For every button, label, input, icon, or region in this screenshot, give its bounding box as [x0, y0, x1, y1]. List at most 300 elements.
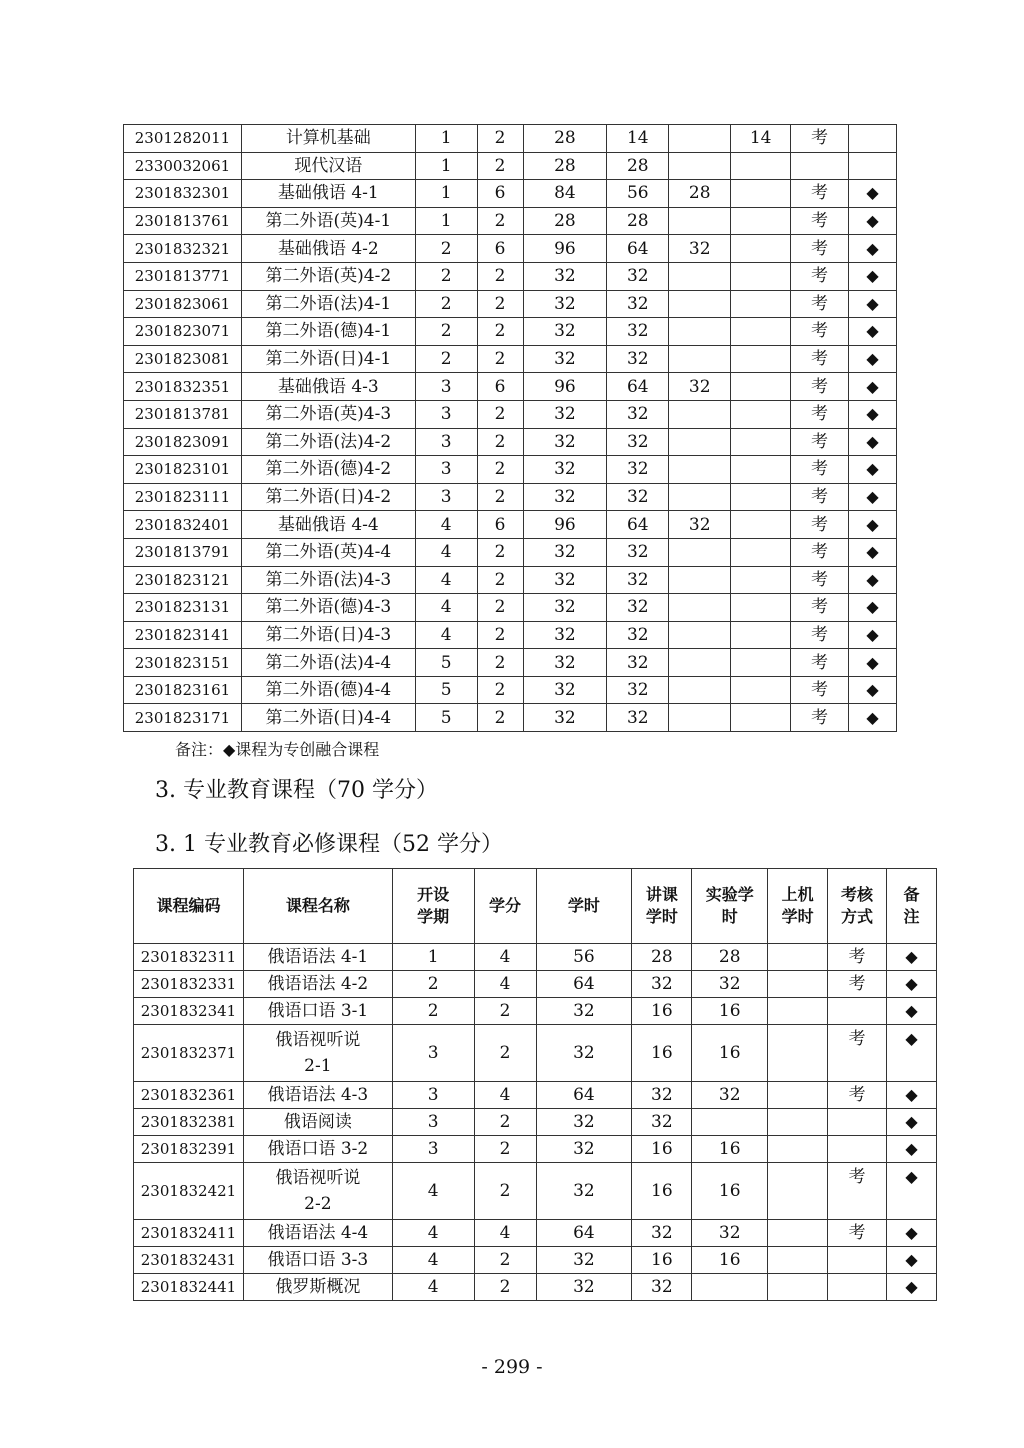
cell-lab-hours: 16 [692, 1025, 768, 1082]
cell-course-code: 2301832391 [134, 1136, 244, 1163]
cell-course-name: 第二外语(法)4-3 [241, 566, 415, 594]
cell-lecture-hours: 32 [607, 483, 669, 511]
cell-credits: 2 [477, 318, 523, 346]
header-computer-hours: 上机 学时 [768, 869, 828, 944]
cell-lab-hours: 32 [692, 1220, 768, 1247]
cell-assessment: 考 [828, 971, 887, 998]
cell-hours: 32 [536, 998, 632, 1025]
cell-semester: 5 [415, 676, 477, 704]
cell-semester: 3 [415, 400, 477, 428]
cell-hours: 32 [523, 318, 607, 346]
cell-hours: 32 [523, 566, 607, 594]
cell-lab-hours [669, 483, 731, 511]
table-row [124, 538, 897, 566]
cell-remark: ◆ [887, 944, 937, 971]
cell-semester: 2 [415, 290, 477, 318]
cell-remark [849, 125, 897, 153]
cell-course-name: 第二外语(法)4-2 [241, 428, 415, 456]
cell-assessment: 考 [791, 180, 849, 208]
cell-lab-hours [669, 594, 731, 622]
cell-remark: ◆ [849, 621, 897, 649]
table-row [124, 456, 897, 484]
cell-lab-hours [692, 1274, 768, 1301]
cell-computer-hours [731, 621, 791, 649]
cell-credits: 2 [474, 1136, 536, 1163]
header-lecture-hours: 讲课 学时 [632, 869, 692, 944]
cell-lab-hours: 28 [692, 944, 768, 971]
cell-assessment: 考 [791, 483, 849, 511]
cell-remark: ◆ [887, 998, 937, 1025]
cell-lab-hours [669, 566, 731, 594]
cell-computer-hours [768, 998, 828, 1025]
header-credits: 学分 [474, 869, 536, 944]
cell-course-code: 2330032061 [124, 152, 242, 180]
cell-lab-hours [669, 428, 731, 456]
cell-computer-hours [731, 345, 791, 373]
cell-remark: ◆ [849, 207, 897, 235]
cell-computer-hours [731, 318, 791, 346]
cell-assessment: 考 [828, 1163, 887, 1220]
required-course-table-body [134, 944, 937, 1301]
cell-lab-hours [669, 318, 731, 346]
cell-hours: 32 [536, 1025, 632, 1082]
cell-semester: 2 [392, 971, 474, 998]
cell-assessment: 考 [791, 704, 849, 732]
cell-course-code: 2301823121 [124, 566, 242, 594]
cell-semester: 4 [392, 1163, 474, 1220]
cell-computer-hours [731, 704, 791, 732]
cell-hours: 32 [523, 594, 607, 622]
cell-course-name: 第二外语(法)4-1 [241, 290, 415, 318]
cell-lecture-hours: 28 [607, 152, 669, 180]
cell-hours: 28 [523, 152, 607, 180]
cell-lecture-hours: 32 [607, 290, 669, 318]
cell-credits: 2 [477, 594, 523, 622]
cell-remark [849, 152, 897, 180]
cell-remark: ◆ [849, 262, 897, 290]
cell-remark: ◆ [887, 1082, 937, 1109]
cell-assessment [828, 1109, 887, 1136]
cell-semester: 4 [392, 1220, 474, 1247]
cell-assessment: 考 [828, 1025, 887, 1082]
cell-course-code: 2301832421 [134, 1163, 244, 1220]
table-row [134, 1136, 937, 1163]
cell-lab-hours: 32 [669, 373, 731, 401]
cell-lab-hours [669, 207, 731, 235]
cell-course-code: 2301823171 [124, 704, 242, 732]
cell-remark: ◆ [887, 1109, 937, 1136]
cell-course-name: 俄语口语 3-3 [243, 1247, 392, 1274]
cell-remark: ◆ [849, 704, 897, 732]
header-lab-hours: 实验学 时 [692, 869, 768, 944]
cell-assessment: 考 [791, 566, 849, 594]
cell-course-code: 2301832311 [134, 944, 244, 971]
table-row [124, 676, 897, 704]
cell-assessment: 考 [791, 235, 849, 263]
cell-assessment: 考 [828, 1220, 887, 1247]
cell-course-name: 俄语语法 4-2 [243, 971, 392, 998]
cell-hours: 32 [523, 345, 607, 373]
cell-semester: 3 [392, 1109, 474, 1136]
cell-computer-hours [731, 262, 791, 290]
cell-course-name: 第二外语(德)4-4 [241, 676, 415, 704]
cell-course-code: 2301823071 [124, 318, 242, 346]
cell-computer-hours: 14 [731, 125, 791, 153]
cell-computer-hours [768, 1136, 828, 1163]
table-row [124, 400, 897, 428]
cell-lecture-hours: 32 [632, 971, 692, 998]
cell-assessment: 考 [791, 125, 849, 153]
cell-course-name: 第二外语(德)4-2 [241, 456, 415, 484]
cell-hours: 96 [523, 511, 607, 539]
cell-hours: 32 [523, 483, 607, 511]
cell-lecture-hours: 16 [632, 1025, 692, 1082]
table-row [124, 511, 897, 539]
cell-lab-hours [669, 125, 731, 153]
cell-remark: ◆ [849, 511, 897, 539]
cell-assessment: 考 [791, 456, 849, 484]
cell-hours: 32 [536, 1109, 632, 1136]
table-row [124, 235, 897, 263]
cell-lecture-hours: 32 [607, 676, 669, 704]
cell-hours: 96 [523, 235, 607, 263]
cell-credits: 2 [477, 400, 523, 428]
cell-semester: 2 [415, 262, 477, 290]
cell-semester: 5 [415, 704, 477, 732]
cell-semester: 2 [415, 318, 477, 346]
cell-hours: 64 [536, 1220, 632, 1247]
table-row [124, 207, 897, 235]
header-hours: 学时 [536, 869, 632, 944]
table-row [134, 1274, 937, 1301]
cell-credits: 4 [474, 944, 536, 971]
cell-assessment [828, 1247, 887, 1274]
table-row [134, 1082, 937, 1109]
cell-lecture-hours: 64 [607, 511, 669, 539]
cell-remark: ◆ [887, 1274, 937, 1301]
cell-remark: ◆ [849, 566, 897, 594]
cell-course-name: 俄语口语 3-2 [243, 1136, 392, 1163]
cell-hours: 32 [523, 290, 607, 318]
cell-remark: ◆ [887, 1220, 937, 1247]
cell-hours: 32 [536, 1247, 632, 1274]
cell-computer-hours [731, 207, 791, 235]
cell-lab-hours [669, 538, 731, 566]
cell-course-name: 第二外语(德)4-1 [241, 318, 415, 346]
cell-course-code: 2301823091 [124, 428, 242, 456]
cell-lecture-hours: 64 [607, 373, 669, 401]
cell-assessment: 考 [791, 621, 849, 649]
cell-remark: ◆ [849, 456, 897, 484]
cell-hours: 32 [523, 649, 607, 677]
cell-computer-hours [731, 456, 791, 484]
table-row [134, 971, 937, 998]
cell-credits: 2 [477, 152, 523, 180]
cell-computer-hours [731, 676, 791, 704]
cell-lab-hours [669, 262, 731, 290]
cell-course-code: 2301832431 [134, 1247, 244, 1274]
cell-lecture-hours: 32 [607, 566, 669, 594]
table-row [134, 1109, 937, 1136]
cell-semester: 2 [415, 345, 477, 373]
cell-credits: 2 [477, 428, 523, 456]
cell-lecture-hours: 32 [607, 400, 669, 428]
cell-assessment: 考 [791, 345, 849, 373]
cell-assessment: 考 [791, 428, 849, 456]
cell-computer-hours [731, 538, 791, 566]
cell-course-name: 计算机基础 [241, 125, 415, 153]
cell-assessment: 考 [828, 1082, 887, 1109]
cell-hours: 84 [523, 180, 607, 208]
cell-lab-hours [669, 649, 731, 677]
cell-credits: 2 [477, 290, 523, 318]
cell-lab-hours [669, 345, 731, 373]
cell-lab-hours [669, 704, 731, 732]
cell-assessment: 考 [791, 649, 849, 677]
cell-remark: ◆ [849, 373, 897, 401]
cell-course-name: 第二外语(日)4-1 [241, 345, 415, 373]
cell-course-code: 2301813771 [124, 262, 242, 290]
cell-semester: 4 [415, 621, 477, 649]
cell-lecture-hours: 32 [607, 538, 669, 566]
cell-semester: 1 [415, 207, 477, 235]
table-row [124, 318, 897, 346]
cell-lecture-hours: 32 [607, 594, 669, 622]
cell-computer-hours [731, 511, 791, 539]
cell-remark: ◆ [849, 290, 897, 318]
cell-credits: 2 [477, 345, 523, 373]
cell-lab-hours: 16 [692, 998, 768, 1025]
cell-semester: 3 [392, 1136, 474, 1163]
cell-course-code: 2301832321 [124, 235, 242, 263]
cell-course-name: 第二外语(德)4-3 [241, 594, 415, 622]
table-row [134, 1220, 937, 1247]
course-table-continued [123, 124, 897, 732]
cell-hours: 32 [523, 456, 607, 484]
cell-lab-hours [669, 621, 731, 649]
cell-hours: 28 [523, 207, 607, 235]
cell-credits: 2 [477, 704, 523, 732]
cell-lab-hours: 32 [692, 1082, 768, 1109]
cell-semester: 3 [415, 373, 477, 401]
cell-lab-hours [669, 676, 731, 704]
cell-lecture-hours: 14 [607, 125, 669, 153]
cell-lab-hours: 28 [669, 180, 731, 208]
cell-remark: ◆ [849, 594, 897, 622]
cell-remark: ◆ [849, 400, 897, 428]
cell-assessment [791, 152, 849, 180]
cell-credits: 2 [477, 456, 523, 484]
cell-semester: 3 [415, 428, 477, 456]
cell-lecture-hours: 56 [607, 180, 669, 208]
cell-hours: 32 [523, 400, 607, 428]
cell-assessment [828, 1136, 887, 1163]
cell-lab-hours [692, 1109, 768, 1136]
cell-lecture-hours: 32 [632, 1082, 692, 1109]
cell-remark: ◆ [849, 676, 897, 704]
cell-remark: ◆ [849, 318, 897, 346]
cell-credits: 2 [477, 483, 523, 511]
cell-course-code: 2301823081 [124, 345, 242, 373]
course-table-body [124, 125, 897, 732]
cell-course-name: 俄语视听说 2-1 [243, 1025, 392, 1082]
cell-course-code: 2301813781 [124, 400, 242, 428]
cell-computer-hours [731, 594, 791, 622]
cell-assessment: 考 [791, 400, 849, 428]
cell-semester: 3 [415, 483, 477, 511]
cell-lecture-hours: 32 [607, 704, 669, 732]
cell-hours: 32 [523, 538, 607, 566]
required-course-table [133, 868, 937, 1301]
cell-computer-hours [768, 1220, 828, 1247]
cell-lecture-hours: 16 [632, 1136, 692, 1163]
cell-course-code: 2301832371 [134, 1025, 244, 1082]
cell-computer-hours [731, 649, 791, 677]
table-row [124, 152, 897, 180]
cell-credits: 2 [474, 1163, 536, 1220]
cell-lab-hours [669, 152, 731, 180]
cell-assessment: 考 [791, 290, 849, 318]
cell-credits: 2 [477, 566, 523, 594]
cell-remark: ◆ [849, 649, 897, 677]
cell-assessment: 考 [791, 538, 849, 566]
cell-course-code: 2301813791 [124, 538, 242, 566]
cell-credits: 6 [477, 373, 523, 401]
cell-assessment: 考 [791, 676, 849, 704]
cell-credits: 4 [474, 971, 536, 998]
cell-credits: 2 [477, 262, 523, 290]
cell-remark: ◆ [849, 180, 897, 208]
cell-lecture-hours: 32 [607, 621, 669, 649]
cell-computer-hours [768, 944, 828, 971]
cell-assessment [828, 1274, 887, 1301]
cell-assessment: 考 [791, 373, 849, 401]
cell-remark: ◆ [849, 345, 897, 373]
cell-credits: 4 [474, 1082, 536, 1109]
cell-course-code: 2301832381 [134, 1109, 244, 1136]
cell-lab-hours: 16 [692, 1247, 768, 1274]
cell-computer-hours [768, 1082, 828, 1109]
table-row [124, 621, 897, 649]
table-row [124, 180, 897, 208]
cell-course-code: 2301813761 [124, 207, 242, 235]
cell-computer-hours [731, 428, 791, 456]
cell-lecture-hours: 16 [632, 998, 692, 1025]
cell-remark: ◆ [887, 1247, 937, 1274]
cell-course-code: 2301823061 [124, 290, 242, 318]
cell-course-name: 第二外语(英)4-3 [241, 400, 415, 428]
cell-remark: ◆ [849, 428, 897, 456]
cell-course-name: 俄语视听说 2-2 [243, 1163, 392, 1220]
cell-course-code: 2301832341 [134, 998, 244, 1025]
header-course-code: 课程编码 [134, 869, 244, 944]
cell-credits: 2 [474, 1247, 536, 1274]
cell-course-name: 基础俄语 4-4 [241, 511, 415, 539]
table-row [124, 566, 897, 594]
cell-computer-hours [731, 180, 791, 208]
cell-remark: ◆ [849, 483, 897, 511]
header-course-name: 课程名称 [243, 869, 392, 944]
cell-lecture-hours: 64 [607, 235, 669, 263]
cell-hours: 28 [523, 125, 607, 153]
table-row [124, 704, 897, 732]
cell-lab-hours [669, 290, 731, 318]
cell-lecture-hours: 28 [607, 207, 669, 235]
cell-course-code: 2301832361 [134, 1082, 244, 1109]
table-row [134, 1025, 937, 1082]
cell-assessment: 考 [791, 511, 849, 539]
cell-semester: 4 [392, 1247, 474, 1274]
cell-semester: 1 [415, 180, 477, 208]
cell-remark: ◆ [887, 1163, 937, 1220]
cell-semester: 4 [415, 594, 477, 622]
cell-semester: 2 [415, 235, 477, 263]
cell-lab-hours [669, 456, 731, 484]
table-row [124, 594, 897, 622]
cell-course-name: 俄罗斯概况 [243, 1274, 392, 1301]
cell-lecture-hours: 32 [607, 345, 669, 373]
cell-course-name: 俄语口语 3-1 [243, 998, 392, 1025]
subsection-heading: 3. 1 专业教育必修课程（52 学分） [155, 832, 503, 857]
cell-hours: 32 [536, 1136, 632, 1163]
cell-semester: 2 [392, 998, 474, 1025]
table-row [124, 345, 897, 373]
cell-course-code: 2301282011 [124, 125, 242, 153]
cell-course-code: 2301832401 [124, 511, 242, 539]
section-heading: 3. 专业教育课程（70 学分） [155, 778, 438, 803]
table-row [134, 1163, 937, 1220]
header-semester: 开设 学期 [392, 869, 474, 944]
cell-computer-hours [768, 1025, 828, 1082]
table-row [124, 125, 897, 153]
cell-credits: 2 [474, 998, 536, 1025]
cell-lecture-hours: 32 [607, 456, 669, 484]
cell-computer-hours [731, 566, 791, 594]
cell-hours: 32 [523, 262, 607, 290]
cell-course-name: 基础俄语 4-2 [241, 235, 415, 263]
cell-computer-hours [768, 971, 828, 998]
cell-hours: 32 [523, 428, 607, 456]
cell-lecture-hours: 32 [607, 428, 669, 456]
cell-computer-hours [731, 152, 791, 180]
cell-course-code: 2301832441 [134, 1274, 244, 1301]
cell-credits: 6 [477, 235, 523, 263]
cell-course-name: 第二外语(日)4-4 [241, 704, 415, 732]
cell-remark: ◆ [887, 971, 937, 998]
cell-semester: 1 [392, 944, 474, 971]
cell-hours: 56 [536, 944, 632, 971]
cell-hours: 32 [536, 1163, 632, 1220]
cell-credits: 6 [477, 511, 523, 539]
cell-course-code: 2301832351 [124, 373, 242, 401]
cell-credits: 2 [474, 1109, 536, 1136]
cell-assessment: 考 [791, 318, 849, 346]
cell-course-code: 2301832331 [134, 971, 244, 998]
cell-course-code: 2301823141 [124, 621, 242, 649]
cell-assessment [828, 998, 887, 1025]
cell-lab-hours: 32 [692, 971, 768, 998]
cell-hours: 32 [523, 621, 607, 649]
table-row [124, 649, 897, 677]
cell-course-name: 第二外语(日)4-2 [241, 483, 415, 511]
table-row [124, 290, 897, 318]
table-row [124, 262, 897, 290]
cell-assessment: 考 [791, 594, 849, 622]
cell-hours: 64 [536, 1082, 632, 1109]
cell-computer-hours [768, 1109, 828, 1136]
cell-credits: 2 [477, 538, 523, 566]
cell-course-code: 2301832411 [134, 1220, 244, 1247]
